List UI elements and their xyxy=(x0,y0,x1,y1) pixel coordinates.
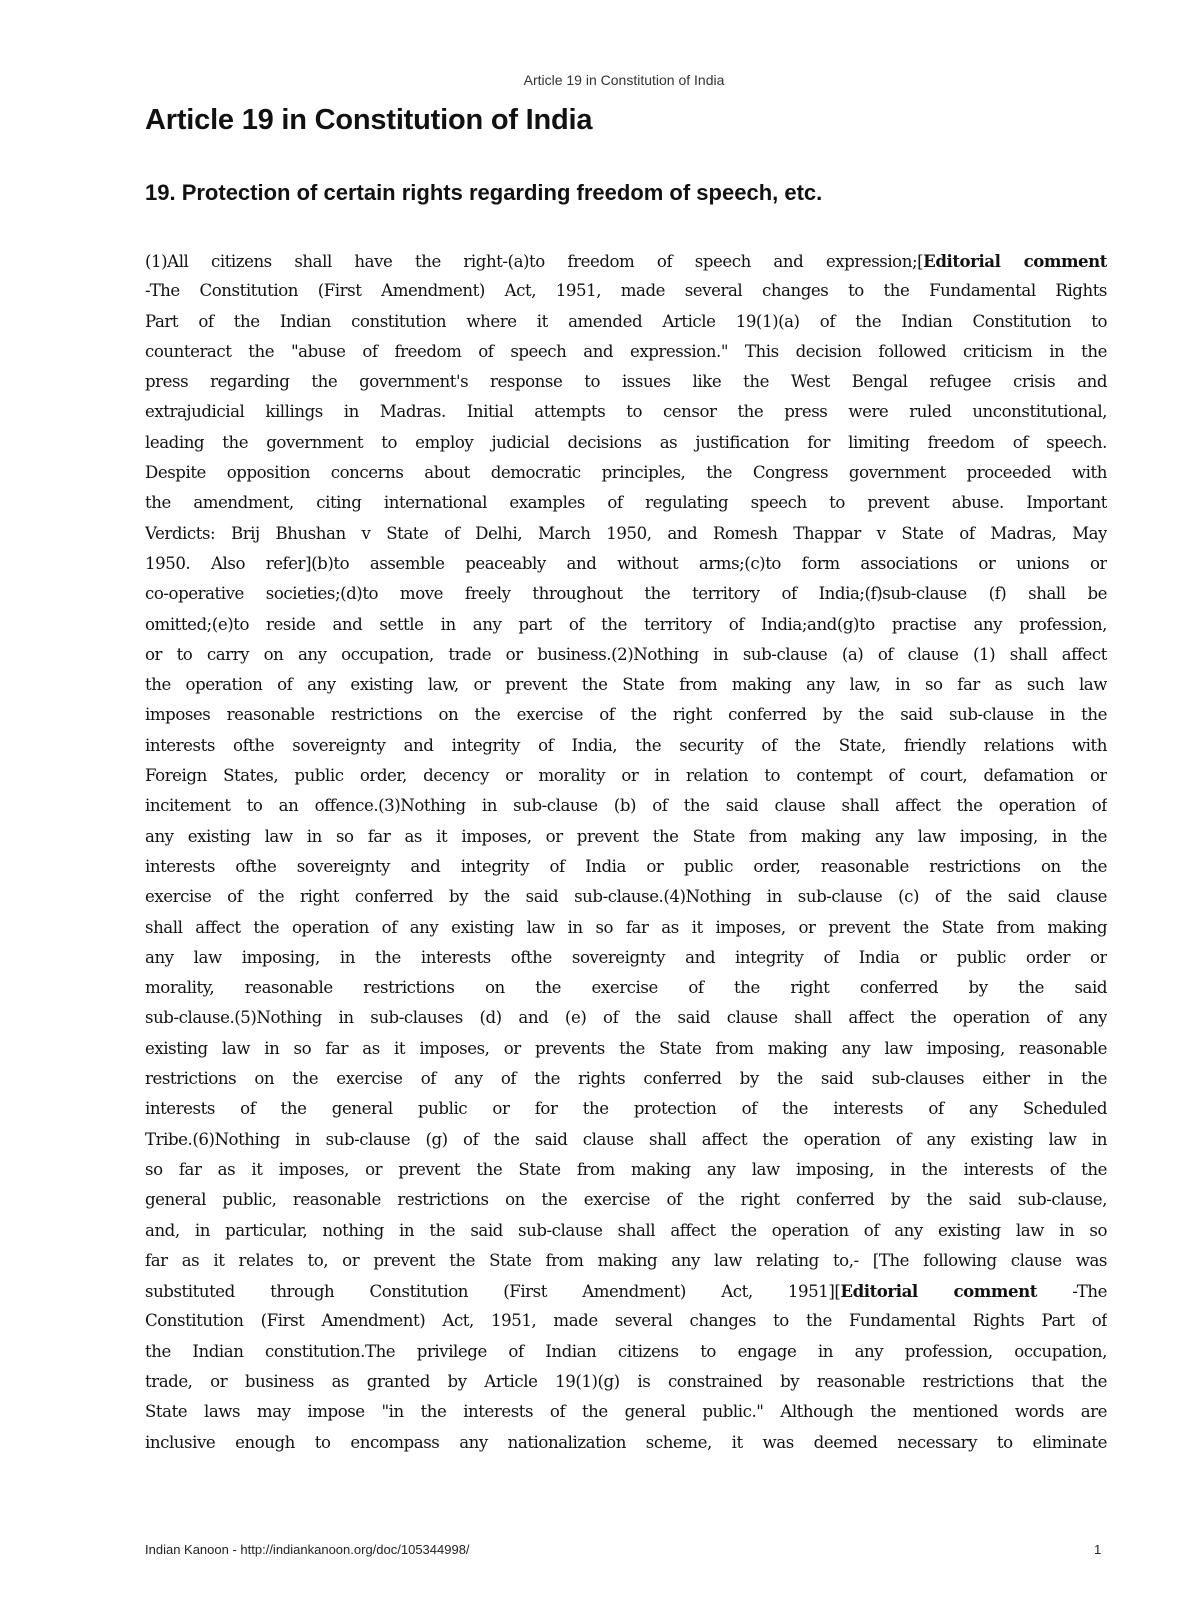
body-line: any existing law in so far as it imposes, or prevent the State from making any law imposing, in the xyxy=(145,826,1107,846)
body-line: trade, or business as granted by Article 19(1)(g) is constrained by reasonable restrictions that the xyxy=(145,1371,1107,1391)
footer-source: Indian Kanoon - http://indiankanoon.org/doc/105344998/ xyxy=(145,1542,470,1557)
running-header: Article 19 in Constitution of India xyxy=(523,72,725,88)
body-line: interests of the general public or for the protection of the interests of any Scheduled xyxy=(145,1099,1107,1119)
body-line: Verdicts: Brij Bhushan v State of Delhi, March 1950, and Romesh Thappar v State of Madras, May xyxy=(145,523,1107,543)
body-line: interests ofthe sovereignty and integrity of India or public order, reasonable restrictions on the xyxy=(145,856,1107,876)
body-line: morality, reasonable restrictions on the exercise of the right conferred by the said xyxy=(145,978,1107,998)
body-line: interests ofthe sovereignty and integrity of India, the security of the State, friendly relations with xyxy=(145,735,1107,755)
body-line: or to carry on any occupation, trade or business.(2)Nothing in sub-clause (a) of clause (1) shall affect xyxy=(145,644,1107,664)
body-line: exercise of the right conferred by the said sub-clause.(4)Nothing in sub-clause (c) of the said clause xyxy=(145,887,1107,907)
body-line: the Indian constitution.The privilege of Indian citizens to engage in any profession, occupation, xyxy=(145,1341,1107,1361)
body-line: Constitution (First Amendment) Act, 1951, made several changes to the Fundamental Rights Part of xyxy=(145,1311,1107,1331)
document-title: Article 19 in Constitution of India xyxy=(145,104,593,136)
editorial-comment-label: Editorial comment xyxy=(923,251,1107,271)
body-line: leading the government to employ judicial decisions as justification for limiting freedom of speech. xyxy=(145,432,1107,452)
body-line: press regarding the government's response to issues like the West Bengal refugee crisis and xyxy=(145,372,1107,392)
body-line: co-operative societies;(d)to move freely throughout the territory of India;(f)sub-clause (f) shall be xyxy=(145,584,1107,604)
body-line: the amendment, citing international examples of regulating speech to prevent abuse. Important xyxy=(145,493,1107,513)
body-line: restrictions on the exercise of any of the rights conferred by the said sub-clauses either in the xyxy=(145,1069,1107,1089)
body-line: Part of the Indian constitution where it amended Article 19(1)(a) of the Indian Constitution to xyxy=(145,311,1107,331)
body-line: any law imposing, in the interests ofthe sovereignty and integrity of India or public order or xyxy=(145,947,1107,967)
page-number: 1 xyxy=(1094,1542,1102,1557)
body-line: so far as it imposes, or prevent the State from making any law imposing, in the interests of the xyxy=(145,1159,1107,1179)
body-line: imposes reasonable restrictions on the exercise of the right conferred by the said sub-clause in the xyxy=(145,705,1107,725)
body-line: Tribe.(6)Nothing in sub-clause (g) of the said clause shall affect the operation of any existing law in xyxy=(145,1129,1107,1149)
body-line: far as it relates to, or prevent the State from making any law relating to,- [The following clause was xyxy=(145,1250,1107,1270)
body-line: sub-clause.(5)Nothing in sub-clauses (d) and (e) of the said clause shall affect the operation of any xyxy=(145,1008,1107,1028)
body-line: counteract the "abuse of freedom of speech and expression." This decision followed criticism in the xyxy=(145,341,1107,361)
article-body xyxy=(145,246,1107,1481)
body-line: substituted through Constitution (First Amendment) Act, 1951][Editorial comment -The xyxy=(145,1281,1107,1302)
body-line: -The Constitution (First Amendment) Act, 1951, made several changes to the Fundamental Rights xyxy=(145,281,1107,301)
body-line: and, in particular, nothing in the said sub-clause shall affect the operation of any existing law in so xyxy=(145,1220,1107,1240)
body-line: existing law in so far as it imposes, or prevents the State from making any law imposing, reasonable xyxy=(145,1038,1107,1058)
body-line: 1950. Also refer](b)to assemble peaceably and without arms;(c)to form associations or unions or xyxy=(145,553,1107,573)
body-line: the operation of any existing law, or prevent the State from making any law, in so far as such law xyxy=(145,675,1107,695)
body-line: inclusive enough to encompass any nationalization scheme, it was deemed necessary to eliminate xyxy=(145,1432,1107,1452)
editorial-comment-label: Editorial comment xyxy=(840,1281,1037,1302)
body-line: general public, reasonable restrictions on the exercise of the right conferred by the said sub-clause, xyxy=(145,1190,1107,1210)
body-line: extrajudicial killings in Madras. Initial attempts to censor the press were ruled unconstitutional, xyxy=(145,402,1107,422)
body-line: omitted;(e)to reside and settle in any part of the territory of India;and(g)to practise any profession, xyxy=(145,614,1107,634)
body-line: (1)All citizens shall have the right-(a)to freedom of speech and expression;[Editorial comment xyxy=(145,251,1107,271)
body-line: Foreign States, public order, decency or morality or in relation to contempt of court, defamation or xyxy=(145,766,1107,786)
body-line: State laws may impose "in the interests of the general public." Although the mentioned words are xyxy=(145,1402,1107,1422)
body-line: shall affect the operation of any existing law in so far as it imposes, or prevent the State from making xyxy=(145,917,1107,937)
body-line: incitement to an offence.(3)Nothing in sub-clause (b) of the said clause shall affect the operation of xyxy=(145,796,1107,816)
body-line: Despite opposition concerns about democratic principles, the Congress government proceeded with xyxy=(145,463,1107,483)
section-title: 19. Protection of certain rights regarding freedom of speech, etc. xyxy=(145,180,823,205)
